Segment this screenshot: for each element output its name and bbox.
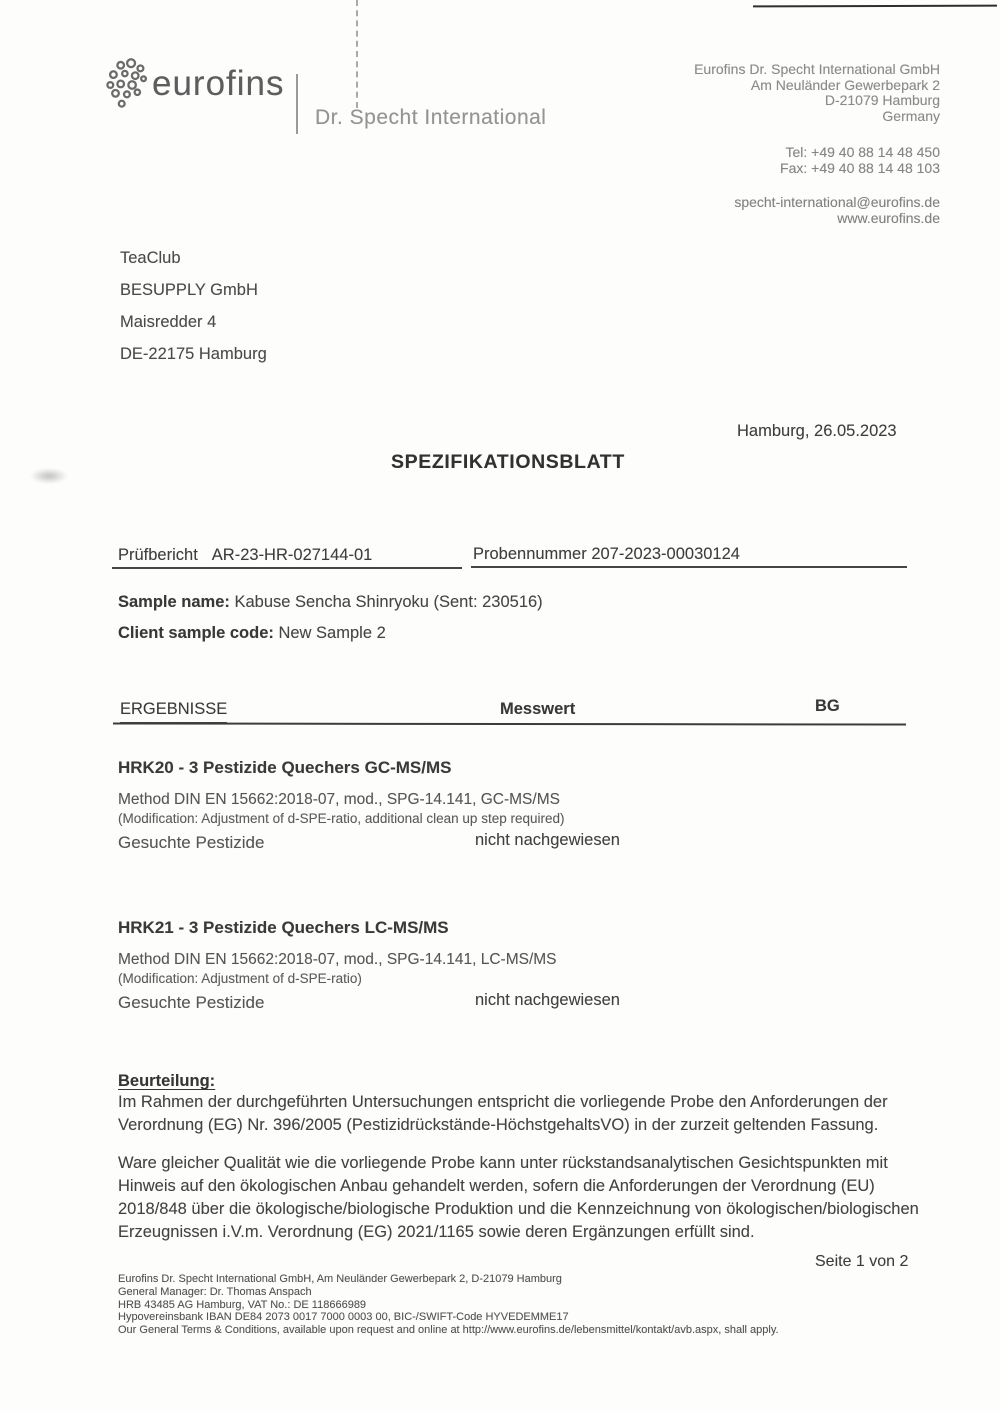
letterhead-email: specht-international@eurofins.de <box>734 194 940 210</box>
result-parameter: Gesuchte Pestizide <box>118 993 265 1012</box>
assessment-paragraph-2: Ware gleicher Qualität wie die vorliegende Probe kann unter rückstandsanalytischen Gesichtspunkten mit Hinweis auf den ökologischen Anbau gehandelt werden, sofern die Anforderungen der Verordnung (EU) 2018/848 über die ökologische/biologische Produktion und die Kennzeichnung von ökologischen/biologischen Erzeugnissen i.V.m. Verordnung (EG) 2021/1165 sowie deren Ergänzungen erfüllt sind. <box>118 1154 919 1241</box>
report-reference <box>118 546 372 565</box>
letterhead-fax: Fax: +49 40 88 14 48 103 <box>780 159 940 176</box>
footer-manager-line: General Manager: Dr. Thomas Anspach <box>118 1285 312 1298</box>
report-label: Prüfbericht <box>118 546 198 564</box>
sample-number-label: Probennummer <box>473 545 587 563</box>
sample-name-line <box>118 593 543 612</box>
footer-legal-block <box>118 1273 878 1337</box>
recipient-address-block <box>120 250 267 378</box>
date-line: Hamburg, 26.05.2023 <box>737 422 897 440</box>
scan-artifact-dashes <box>356 0 358 108</box>
sample-name-label: Sample name: <box>118 593 230 611</box>
recipient-name: TeaClub <box>120 249 181 267</box>
sample-reference <box>473 545 740 564</box>
section-modification: (Modification: Adjustment of d-SPE-ratio, additional clean up step required) <box>118 811 565 826</box>
results-header-ergebnisse: ERGEBNISSE <box>120 700 227 724</box>
page-number: Seite 1 von 2 <box>815 1253 909 1270</box>
result-value: nicht nachgewiesen <box>475 831 620 849</box>
client-sample-code-value: New Sample 2 <box>273 624 386 642</box>
result-section-hrk21 <box>118 912 918 1032</box>
logo-division-name: Dr. Specht International <box>315 106 547 129</box>
results-header-messwert: Messwert <box>500 700 576 718</box>
footer-bank-line: Hypovereinsbank IBAN DE84 2073 0017 7000 0003 00, BIC-/SWIFT-Code HYVEDEMME17 <box>118 1311 569 1324</box>
footer-company-line: Eurofins Dr. Specht International GmbH, Am Neuländer Gewerbepark 2, D-21079 Hamburg <box>118 1273 562 1285</box>
results-header-rule <box>113 722 906 725</box>
section-modification: (Modification: Adjustment of d-SPE-ratio) <box>118 971 362 986</box>
result-parameter: Gesuchte Pestizide <box>118 833 265 852</box>
section-title: HRK20 - 3 Pestizide Quechers GC-MS/MS <box>118 758 452 777</box>
recipient-street: Maisredder 4 <box>120 313 217 331</box>
scan-artifact-line <box>753 5 997 8</box>
letterhead-address-block <box>520 62 940 226</box>
results-header-bg: BG <box>815 697 840 715</box>
sample-underline <box>471 566 907 568</box>
letterhead-city: D-21079 Hamburg <box>824 92 940 108</box>
recipient-company: BESUPPLY GmbH <box>120 281 258 299</box>
assessment-paragraph-1: Im Rahmen der durchgeführten Untersuchungen entspricht die vorliegende Probe den Anforderungen der Verordnung (EG) Nr. 396/2005 (Pestizidrückstände-HöchstgehaltsVO) in der zurzeit geltenden Fassung. <box>118 1093 888 1134</box>
eurofins-brand-wordmark: eurofins <box>152 64 285 103</box>
letterhead-tel: Tel: +49 40 88 14 48 450 <box>785 144 940 160</box>
document-title: SPEZIFIKATIONSBLATT <box>391 451 625 473</box>
client-sample-code-line <box>118 624 386 643</box>
section-method: Method DIN EN 15662:2018-07, mod., SPG-14.141, GC-MS/MS <box>118 791 560 808</box>
result-value: nicht nachgewiesen <box>475 991 620 1009</box>
report-number: AR-23-HR-027144-01 <box>211 546 373 564</box>
scan-smudge <box>30 468 68 484</box>
sample-number: 207-2023-00030124 <box>591 545 740 563</box>
result-section-hrk20 <box>118 752 918 872</box>
section-method: Method DIN EN 15662:2018-07, mod., SPG-14.141, LC-MS/MS <box>118 951 557 968</box>
letterhead-country: Germany <box>882 107 940 124</box>
sample-name-value: Kabuse Sencha Shinryoku (Sent: 230516) <box>229 593 543 611</box>
letterhead-company: Eurofins Dr. Specht International GmbH <box>694 61 940 77</box>
logo-divider <box>296 74 298 134</box>
report-underline <box>112 567 462 569</box>
assessment-heading: Beurteilung: <box>118 1072 216 1090</box>
footer-registry-line: HRB 43485 AG Hamburg, VAT No.: DE 118666989 <box>118 1298 367 1311</box>
client-sample-code-label: Client sample code: <box>118 624 274 642</box>
footer-terms-line: Our General Terms & Conditions, available upon request and online at http://www.eurofins.de/lebensmittel/kontakt/avb.aspx, shall apply. <box>118 1324 779 1337</box>
section-title: HRK21 - 3 Pestizide Quechers LC-MS/MS <box>118 918 449 937</box>
letterhead-website: www.eurofins.de <box>837 209 940 226</box>
recipient-city: DE-22175 Hamburg <box>120 345 267 363</box>
letterhead-street: Am Neuländer Gewerbepark 2 <box>750 76 940 93</box>
eurofins-logo-icon <box>104 58 154 112</box>
